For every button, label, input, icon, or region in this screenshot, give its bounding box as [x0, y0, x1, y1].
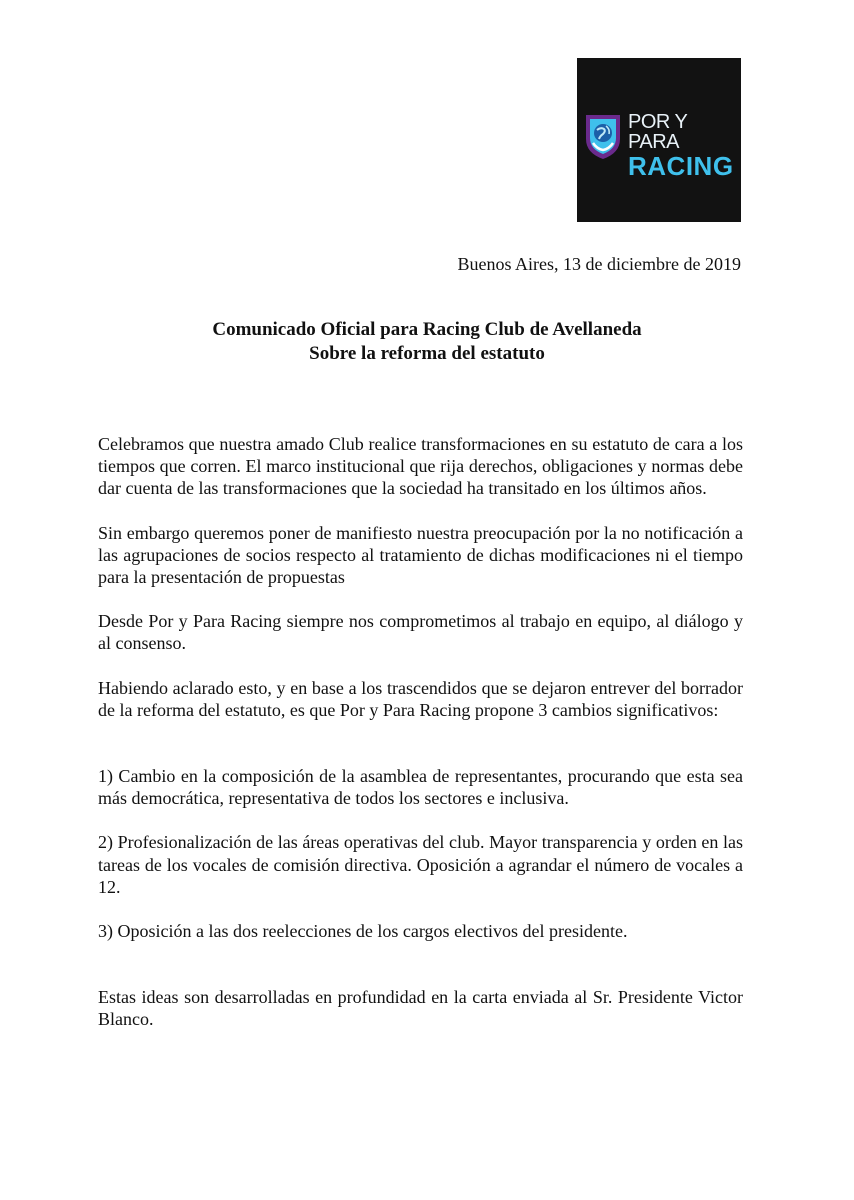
- paragraph-concern: Sin embargo queremos poner de manifiesto nuestra preocupación por la no notificación a las agrupaciones de socios respecto al tratamiento de dichas modificaciones ni el tiempo para la presentación de propuestas: [98, 522, 743, 588]
- paragraph-closing: Estas ideas son desarrolladas en profundidad en la carta enviada al Sr. Presidente Victor Blanco.: [98, 987, 743, 1030]
- document-date: Buenos Aires, 13 de diciembre de 2019: [457, 254, 741, 274]
- heading-line-1: Comunicado Oficial para Racing Club de Avellaneda: [212, 319, 642, 340]
- logo-mark: [584, 107, 736, 181]
- logo: [577, 58, 741, 222]
- proposal-item-2: 2) Profesionalización de las áreas operativas del club. Mayor transparencia y orden en las tareas de los vocales de comisión directiva. Oposición a agrandar el número de vocales a 12.: [98, 832, 743, 897]
- paragraph-intro: Celebramos que nuestra amado Club realice transformaciones en su estatuto de cara a los tiempos que corren. El marco institucional que rija derechos, obligaciones y normas debe dar cuenta de las transformaciones que la sociedad ha transitado en los últimos años.: [98, 434, 743, 499]
- logo-line2: RACING: [628, 151, 734, 181]
- logo-line1: POR Y PARA: [628, 111, 688, 153]
- heading-line-2: Sobre la reforma del estatuto: [309, 343, 545, 364]
- document-body: [98, 433, 743, 1031]
- paragraph-commitment: Desde Por y Para Racing siempre nos comprometimos al trabajo en equipo, al diálogo y al consenso.: [98, 611, 743, 654]
- proposal-item-1: 1) Cambio en la composición de la asamblea de representantes, procurando que esta sea más democrática, representativa de todos los sectores e inclusiva.: [98, 766, 743, 809]
- shield-globe-icon: [584, 113, 622, 161]
- document-heading: [0, 318, 854, 366]
- paragraph-proposal-intro: Habiendo aclarado esto, y en base a los trascendidos que se dejaron entrever del borrador de la reforma del estatuto, es que Por y Para Racing propone 3 cambios significativos:: [98, 677, 743, 720]
- proposal-item-3: 3) Oposición a las dos reelecciones de los cargos electivos del presidente.: [98, 921, 628, 942]
